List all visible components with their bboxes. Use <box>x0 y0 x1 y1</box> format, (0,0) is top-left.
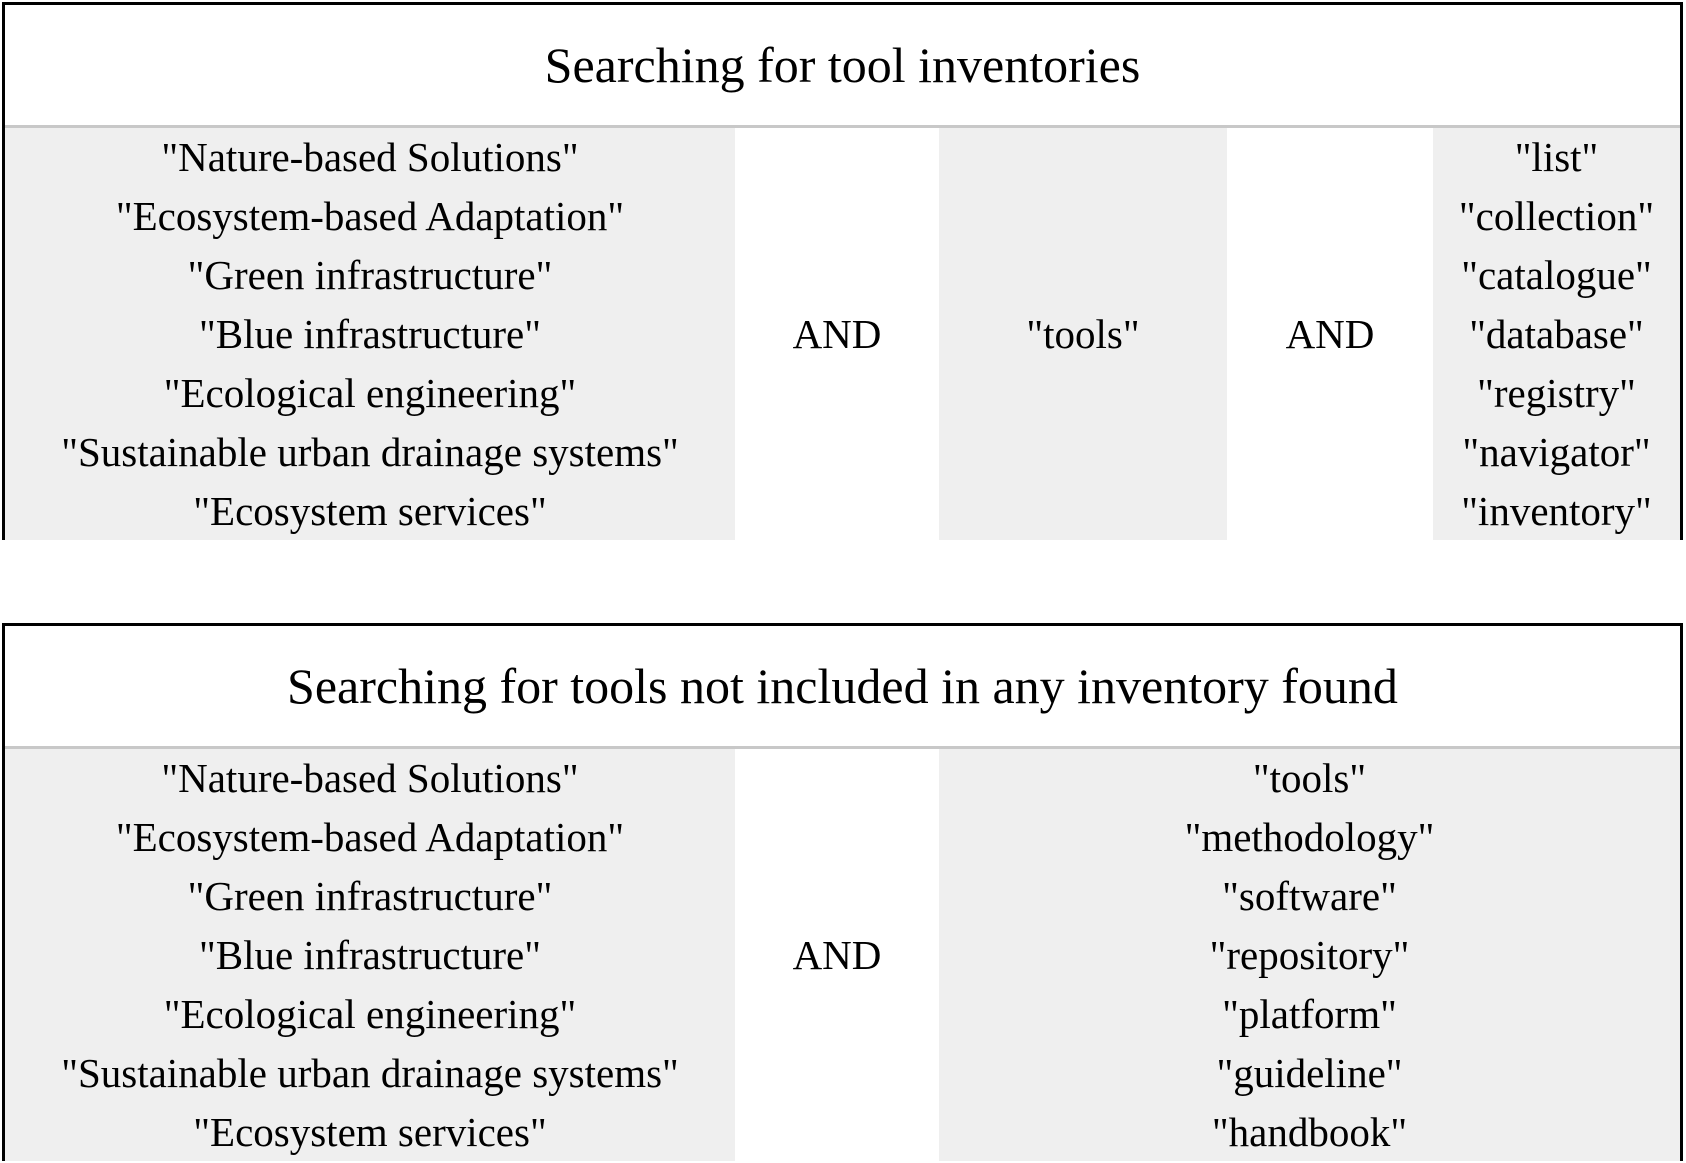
search-tools-panel <box>2 623 1683 1161</box>
inventory-term: "inventory" <box>1461 487 1652 534</box>
and-operator: AND <box>792 310 882 357</box>
query-row <box>5 749 1680 1161</box>
inventory-term: "list" <box>1514 133 1599 180</box>
tool-type-term: "tools" <box>1252 754 1367 801</box>
and-operator: AND <box>792 931 882 978</box>
and-operator-column <box>1227 128 1433 540</box>
concept-term: "Nature-based Solutions" <box>161 133 579 180</box>
and-operator-column <box>735 128 939 540</box>
concept-term: "Green infrastructure" <box>187 872 553 919</box>
concept-term: "Ecological engineering" <box>163 990 577 1037</box>
concept-term: "Blue infrastructure" <box>199 310 541 357</box>
concept-term: "Ecosystem services" <box>193 487 547 534</box>
tool-type-term: "handbook" <box>1211 1108 1408 1155</box>
tool-type-term: "repository" <box>1209 931 1410 978</box>
search-inventories-panel <box>2 2 1683 540</box>
concept-term: "Ecosystem-based Adaptation" <box>115 813 625 860</box>
tool-type-terms-column <box>939 749 1680 1161</box>
concept-term: "Sustainable urban drainage systems" <box>61 1049 679 1096</box>
concept-terms-column <box>5 128 735 540</box>
and-operator-column <box>735 749 939 1161</box>
concept-term: "Nature-based Solutions" <box>161 754 579 801</box>
and-operator: AND <box>1285 310 1375 357</box>
inventory-term: "collection" <box>1458 192 1655 239</box>
inventory-term: "registry" <box>1477 369 1636 416</box>
tool-type-term: "software" <box>1222 872 1397 919</box>
tool-type-term: "methodology" <box>1184 813 1435 860</box>
concept-term: "Ecosystem services" <box>193 1108 547 1155</box>
inventory-term: "navigator" <box>1462 428 1651 475</box>
concept-term: "Sustainable urban drainage systems" <box>61 428 679 475</box>
inventory-term: "database" <box>1469 310 1644 357</box>
concept-term: "Ecosystem-based Adaptation" <box>115 192 625 239</box>
query-row <box>5 128 1680 540</box>
tool-type-term: "platform" <box>1222 990 1397 1037</box>
concept-term: "Ecological engineering" <box>163 369 577 416</box>
inventory-term: "catalogue" <box>1461 251 1652 298</box>
panel-title: Searching for tools not included in any inventory found <box>5 626 1680 749</box>
concept-term: "Green infrastructure" <box>187 251 553 298</box>
inventory-terms-column <box>1433 128 1680 540</box>
concept-terms-column <box>5 749 735 1161</box>
tools-term: "tools" <box>1026 310 1140 357</box>
panel-title: Searching for tool inventories <box>5 5 1680 128</box>
tools-term-column <box>939 128 1227 540</box>
tool-type-term: "guideline" <box>1216 1049 1403 1096</box>
concept-term: "Blue infrastructure" <box>199 931 541 978</box>
